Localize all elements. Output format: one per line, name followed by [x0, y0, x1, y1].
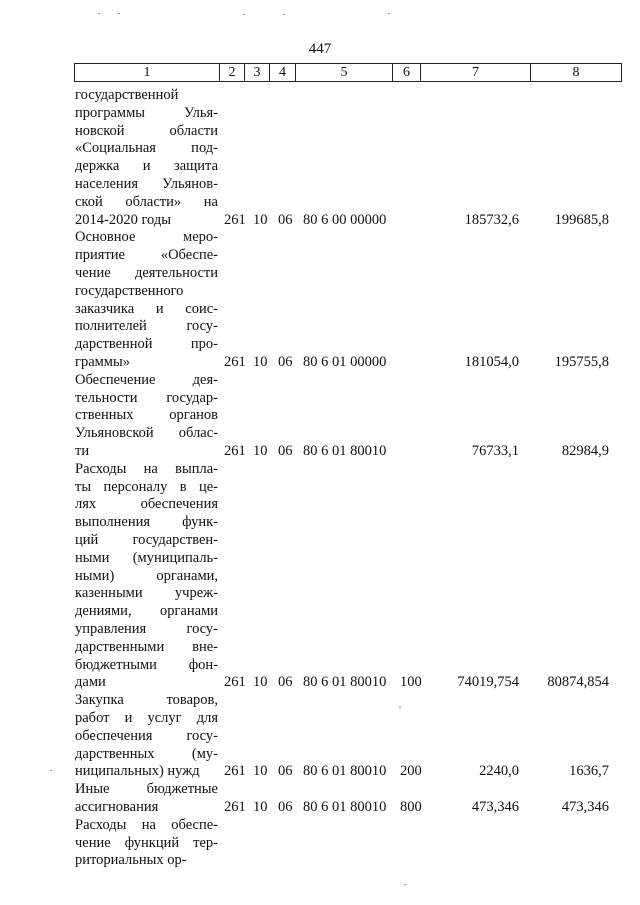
- row-name-line: Основное меро-: [75, 229, 218, 246]
- cell-col-3: 10: [253, 763, 268, 780]
- row-name-line: ниципальных) нужд: [75, 763, 200, 780]
- row-name-line: чение деятельности: [75, 264, 218, 281]
- cell-col-3: 10: [253, 798, 268, 815]
- scan-speck: [98, 13, 100, 14]
- cell-col-2: 261: [224, 211, 246, 228]
- row-name-line: государственного: [75, 282, 184, 299]
- row-name-line: тельности государ-: [75, 389, 218, 406]
- row-name-line: ственных органов: [75, 407, 218, 424]
- row-name-line: ассигнования: [75, 798, 159, 815]
- row-name: [75, 229, 218, 371]
- row-name-line: управления госу-: [75, 620, 218, 637]
- row-name-line: выполнения функ-: [75, 514, 218, 531]
- row-name-line: полнителей госу-: [75, 318, 218, 335]
- row-name-line: ты персоналу в це-: [75, 478, 218, 495]
- cell-col-2: 261: [224, 353, 246, 370]
- cell-col-6: 200: [400, 763, 422, 780]
- cell-col-5: 80 6 01 80010: [303, 442, 387, 459]
- header-col-2: 2: [220, 64, 245, 81]
- cell-col-2: 261: [224, 798, 246, 815]
- row-name-line: чение функций тер-: [75, 834, 218, 851]
- row-name-line: новской области: [75, 122, 218, 139]
- row-name-line: населения Ульянов-: [75, 175, 218, 192]
- row-name-line: дарственной про-: [75, 336, 218, 353]
- cell-col-4: 06: [278, 442, 293, 459]
- row-name-line: программы Улья-: [75, 104, 218, 121]
- row-name-line: работ и услуг для: [75, 709, 218, 726]
- scan-speck: [50, 770, 52, 771]
- row-name-line: бюджетными фон-: [75, 656, 218, 673]
- header-col-6: 6: [393, 64, 421, 81]
- scan-speck: [118, 13, 120, 14]
- row-name-line: государственной: [75, 87, 179, 103]
- header-col-5: 5: [296, 64, 393, 81]
- cell-col-6: 800: [400, 798, 422, 815]
- row-name-line: казенными учреж-: [75, 585, 218, 602]
- cell-col-4: 06: [278, 211, 293, 228]
- cell-col-4: 06: [278, 763, 293, 780]
- row-name-line: Расходы на обеспе-: [75, 816, 218, 833]
- cell-col-8: 80874,854: [547, 674, 609, 691]
- cell-col-5: 80 6 01 80010: [303, 798, 387, 815]
- cell-col-8: 195755,8: [554, 353, 609, 370]
- row-name-line: дами: [75, 674, 106, 691]
- row-name-line: Иные бюджетные: [75, 781, 218, 798]
- row-name: [75, 692, 218, 781]
- row-name-line: Закупка товаров,: [75, 692, 218, 709]
- cell-col-8: 1636,7: [569, 763, 609, 780]
- row-name-line: дарственными вне-: [75, 638, 218, 655]
- row-name-line: Обеспечение дея-: [75, 371, 218, 388]
- row-name-line: держка и защита: [75, 158, 218, 175]
- row-name-line: ти: [75, 442, 90, 459]
- row-name-line: дениями, органами: [75, 603, 218, 620]
- cell-col-2: 261: [224, 763, 246, 780]
- row-name-line: дарственных (му-: [75, 745, 218, 762]
- row-name: [75, 461, 218, 692]
- cell-col-7: 185732,6: [464, 211, 519, 228]
- cell-col-7: 74019,754: [457, 674, 519, 691]
- cell-col-3: 10: [253, 442, 268, 459]
- row-name-line: заказчика и соис-: [75, 300, 218, 317]
- cell-col-5: 80 6 00 00000: [303, 211, 387, 228]
- row-name-line: лях обеспечения: [75, 496, 218, 513]
- header-col-4: 4: [270, 64, 296, 81]
- row-name-line: обеспечения госу-: [75, 727, 218, 744]
- row-name-line: Ульяновской облас-: [75, 425, 218, 442]
- cell-col-4: 06: [278, 353, 293, 370]
- row-name: [75, 781, 218, 817]
- row-name-line: ными (муниципаль-: [75, 549, 218, 566]
- row-name-line: ций государствен-: [75, 531, 218, 548]
- cell-col-7: 76733,1: [471, 442, 519, 459]
- cell-col-7: 2240,0: [479, 763, 519, 780]
- header-col-7: 7: [421, 64, 531, 81]
- cell-col-4: 06: [278, 798, 293, 815]
- cell-col-7: 181054,0: [464, 353, 519, 370]
- cell-col-2: 261: [224, 442, 246, 459]
- header-col-3: 3: [245, 64, 270, 81]
- cell-col-3: 10: [253, 353, 268, 370]
- cell-col-8: 199685,8: [554, 211, 609, 228]
- scan-speck: [388, 13, 390, 14]
- row-name: [75, 372, 218, 461]
- cell-col-4: 06: [278, 674, 293, 691]
- row-name-line: граммы»: [75, 353, 130, 370]
- row-name-line: приятие «Обеспе-: [75, 247, 218, 264]
- page-number: 447: [308, 41, 332, 57]
- scan-speck: [283, 14, 285, 15]
- row-name-line: ными) органами,: [75, 567, 218, 584]
- row-name-line: риториальных ор-: [75, 852, 187, 869]
- cell-col-8: 82984,9: [561, 442, 609, 459]
- scan-speck: [243, 14, 245, 15]
- row-name-line: ской области» на: [75, 193, 218, 210]
- row-name-line: 2014-2020 годы: [75, 211, 171, 228]
- cell-col-5: 80 6 01 00000: [303, 353, 387, 370]
- cell-col-5: 80 6 01 80010: [303, 763, 387, 780]
- row-name: [75, 87, 218, 229]
- table-header: [74, 63, 622, 82]
- row-name: [75, 817, 218, 870]
- cell-col-6: 100: [400, 674, 422, 691]
- scan-speck: [399, 707, 401, 708]
- cell-col-8: 473,346: [561, 798, 609, 815]
- cell-col-3: 10: [253, 211, 268, 228]
- cell-col-7: 473,346: [471, 798, 519, 815]
- cell-col-2: 261: [224, 674, 246, 691]
- scan-speck: [404, 884, 406, 885]
- row-name-line: «Социальная под-: [75, 140, 218, 157]
- cell-col-3: 10: [253, 674, 268, 691]
- header-col-1: 1: [75, 64, 220, 81]
- cell-col-5: 80 6 01 80010: [303, 674, 387, 691]
- header-col-8: 8: [572, 65, 580, 80]
- row-name-line: Расходы на выпла-: [75, 460, 218, 477]
